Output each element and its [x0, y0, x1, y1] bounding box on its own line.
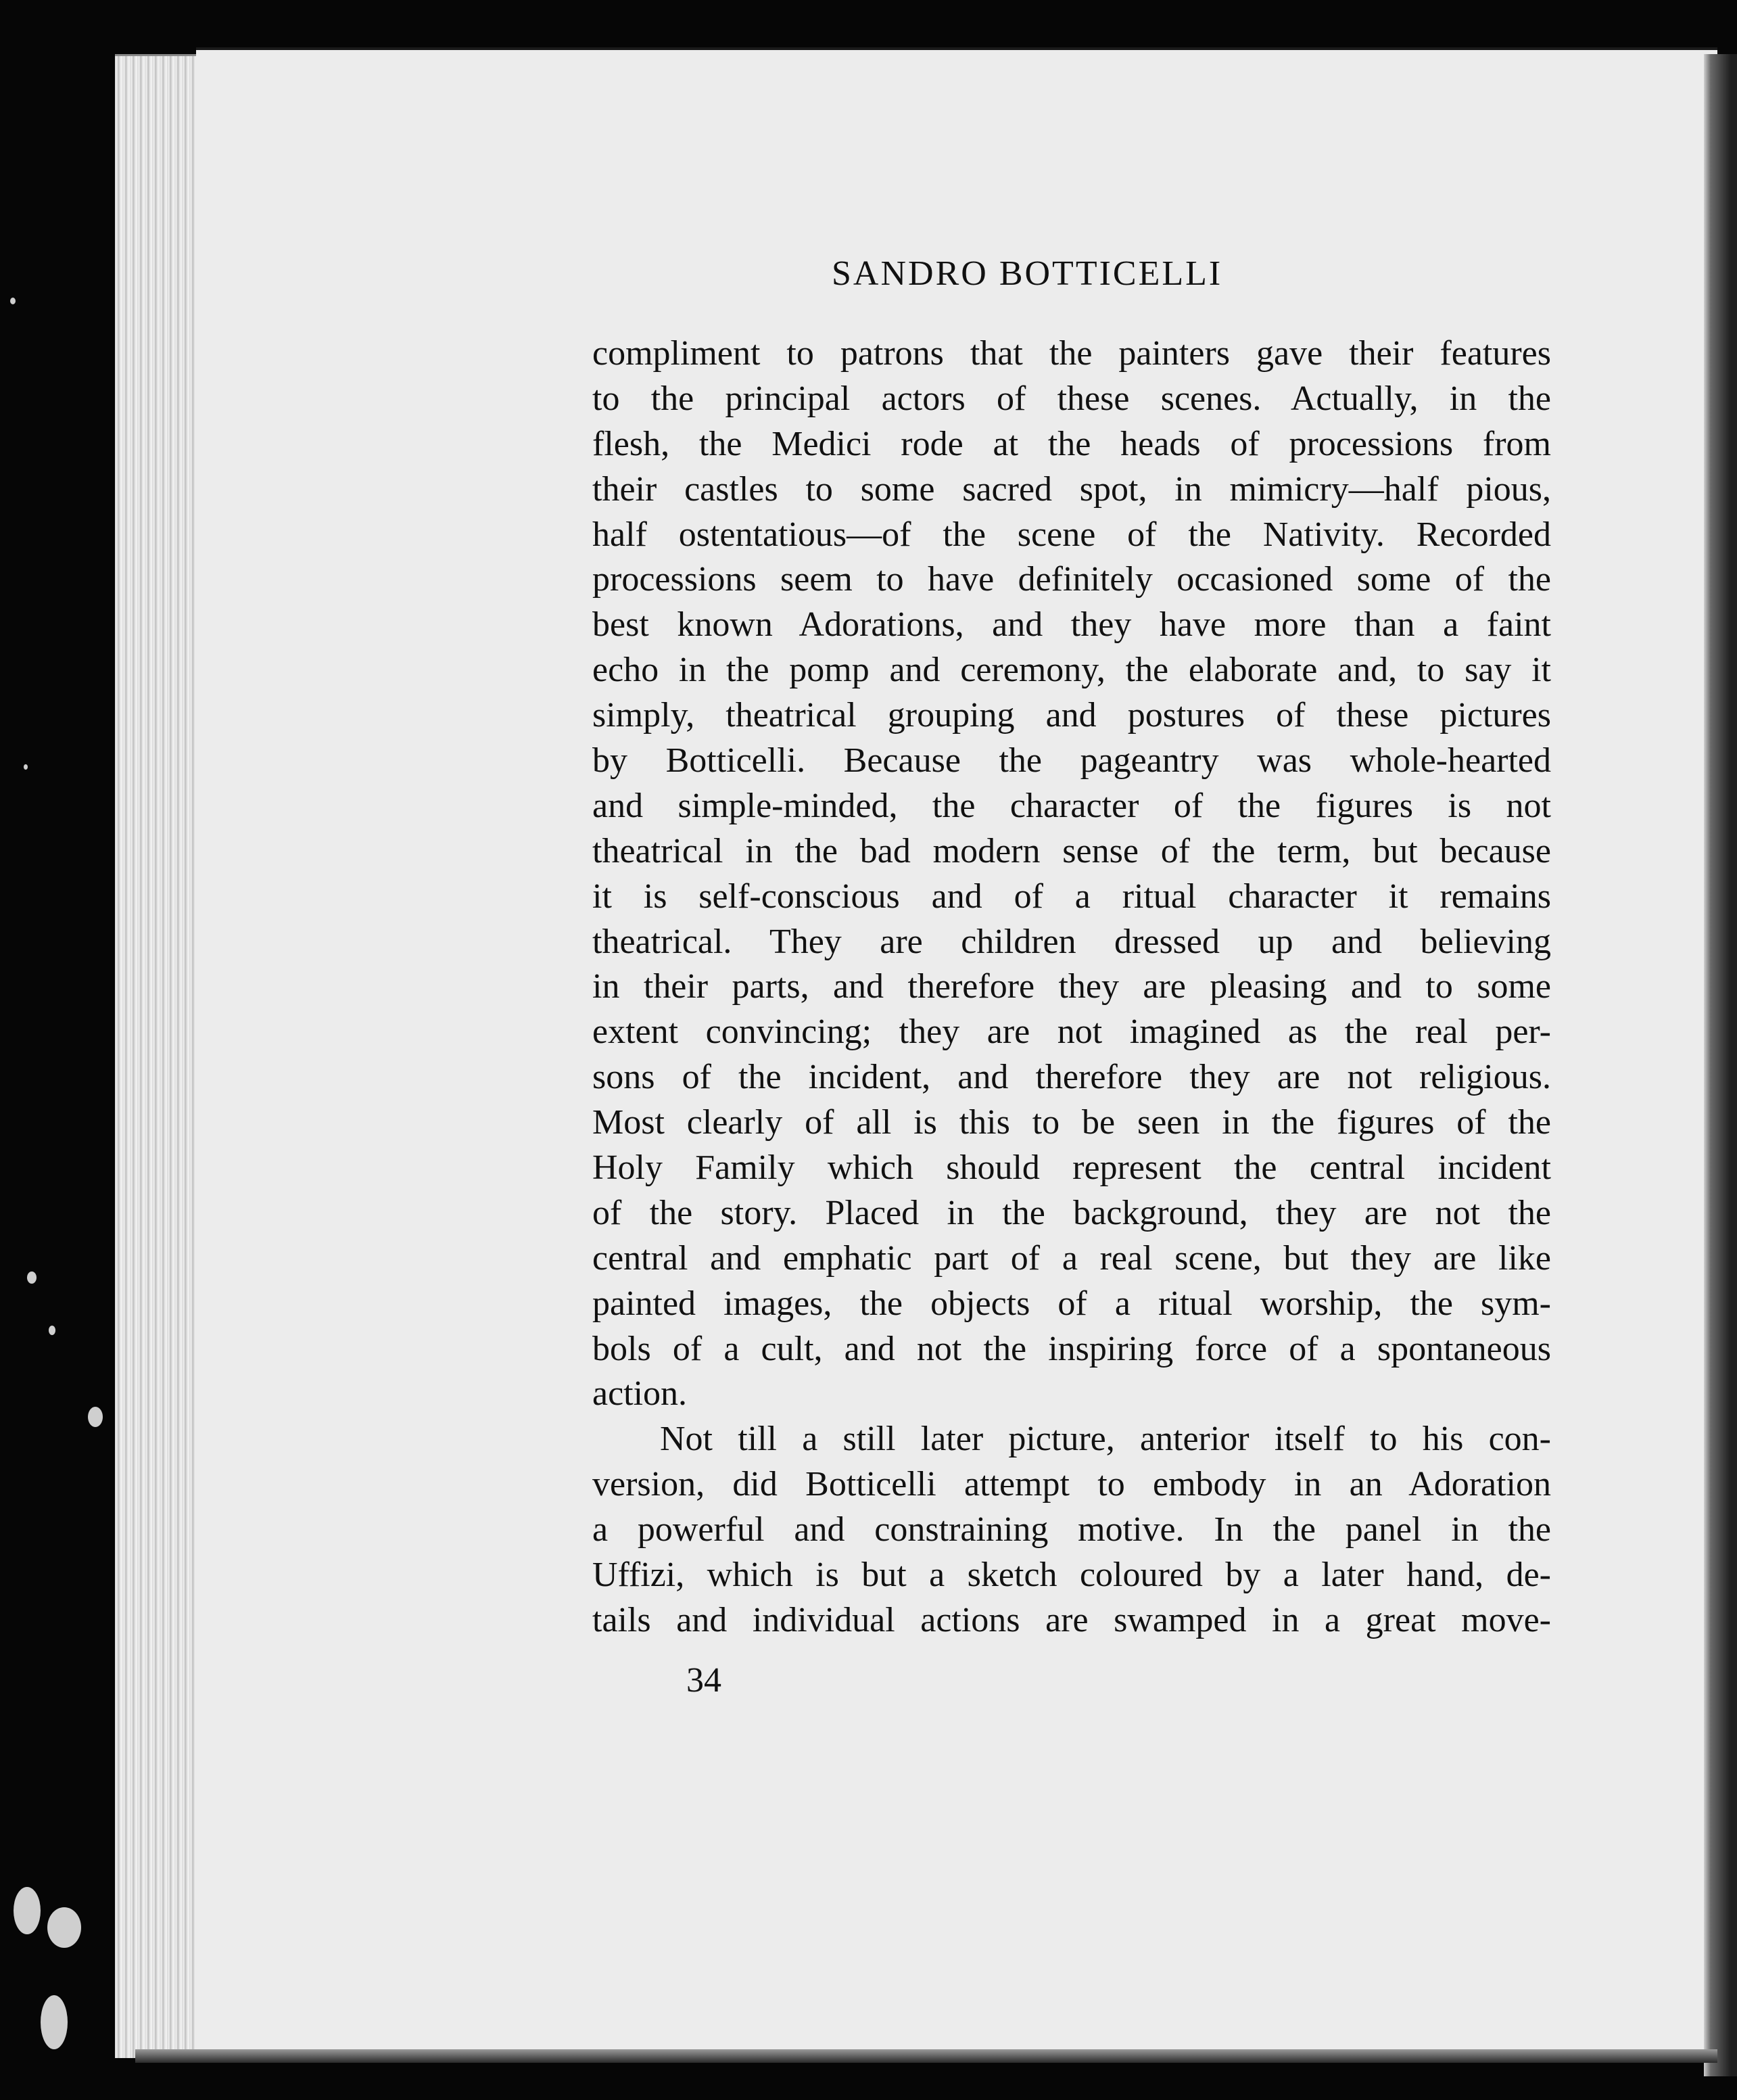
text-line: sons of the incident, and therefore they are not religious.	[592, 1058, 1551, 1097]
text-line: in their parts, and therefore they are pleasing and to some	[592, 967, 1551, 1006]
scan-speck	[10, 298, 16, 304]
text-line: compliment to patrons that the painters gave their features	[592, 334, 1551, 373]
scan-speck	[41, 1995, 68, 2049]
text-line-paragraph-start: Not till a still later picture, anterior itself to his con-	[660, 1420, 1551, 1459]
page-gutter-shadow	[1704, 54, 1737, 2076]
body-text	[592, 331, 1551, 1643]
text-line: of the story. Placed in the background, they are not the	[592, 1193, 1551, 1232]
text-line: Holy Family which should represent the central incident	[592, 1148, 1551, 1188]
text-line: central and emphatic part of a real scene, but they are like	[592, 1238, 1551, 1278]
text-line: extent convincing; they are not imagined as the real per-	[592, 1012, 1551, 1052]
scan-speck	[47, 1907, 81, 1948]
text-line: half ostentatious—of the scene of the Nativity. Recorded	[592, 515, 1551, 554]
text-line: Uffizi, which is but a sketch coloured by a later hand, de-	[592, 1556, 1551, 1595]
page-bottom-edge	[135, 2049, 1717, 2063]
text-line: bols of a cult, and not the inspiring force of a spontaneous	[592, 1329, 1551, 1368]
text-line: it is self-conscious and of a ritual character it remains	[592, 877, 1551, 916]
text-line: echo in the pomp and ceremony, the elaborate and, to say it	[592, 651, 1551, 690]
text-line: version, did Botticelli attempt to embody in an Adoration	[592, 1465, 1551, 1504]
text-line: theatrical. They are children dressed up and believing	[592, 922, 1551, 961]
scan-speck	[88, 1407, 103, 1427]
text-line: theatrical in the bad modern sense of the term, but because	[592, 831, 1551, 870]
text-line: simply, theatrical grouping and postures of these pictures	[592, 696, 1551, 735]
text-line: painted images, the objects of a ritual worship, the sym-	[592, 1284, 1551, 1323]
text-line: tails and individual actions are swamped in a great move-	[592, 1600, 1551, 1639]
text-line: a powerful and constraining motive. In the panel in the	[592, 1510, 1551, 1549]
scan-speck	[49, 1326, 55, 1335]
text-line: best known Adorations, and they have more than a faint	[592, 605, 1551, 645]
text-line: by Botticelli. Because the pageantry was whole-hearted	[592, 741, 1551, 780]
text-line: to the principal actors of these scenes. Actually, in the	[592, 379, 1551, 418]
text-line: flesh, the Medici rode at the heads of processions from	[592, 424, 1551, 463]
running-head: SANDRO BOTTICELLI	[832, 254, 1223, 293]
text-line: and simple-minded, the character of the figures is not	[592, 786, 1551, 825]
text-line: their castles to some sacred spot, in mimicry—half pious,	[592, 469, 1551, 509]
scan-speck	[24, 764, 28, 770]
text-line: processions seem to have definitely occasioned some of the	[592, 560, 1551, 599]
scan-speck	[14, 1887, 41, 1934]
text-line: Most clearly of all is this to be seen in the figures of the	[592, 1103, 1551, 1142]
page-number: 34	[686, 1661, 721, 1700]
scan-speck	[27, 1271, 37, 1284]
text-line-paragraph-end: action.	[592, 1374, 688, 1414]
